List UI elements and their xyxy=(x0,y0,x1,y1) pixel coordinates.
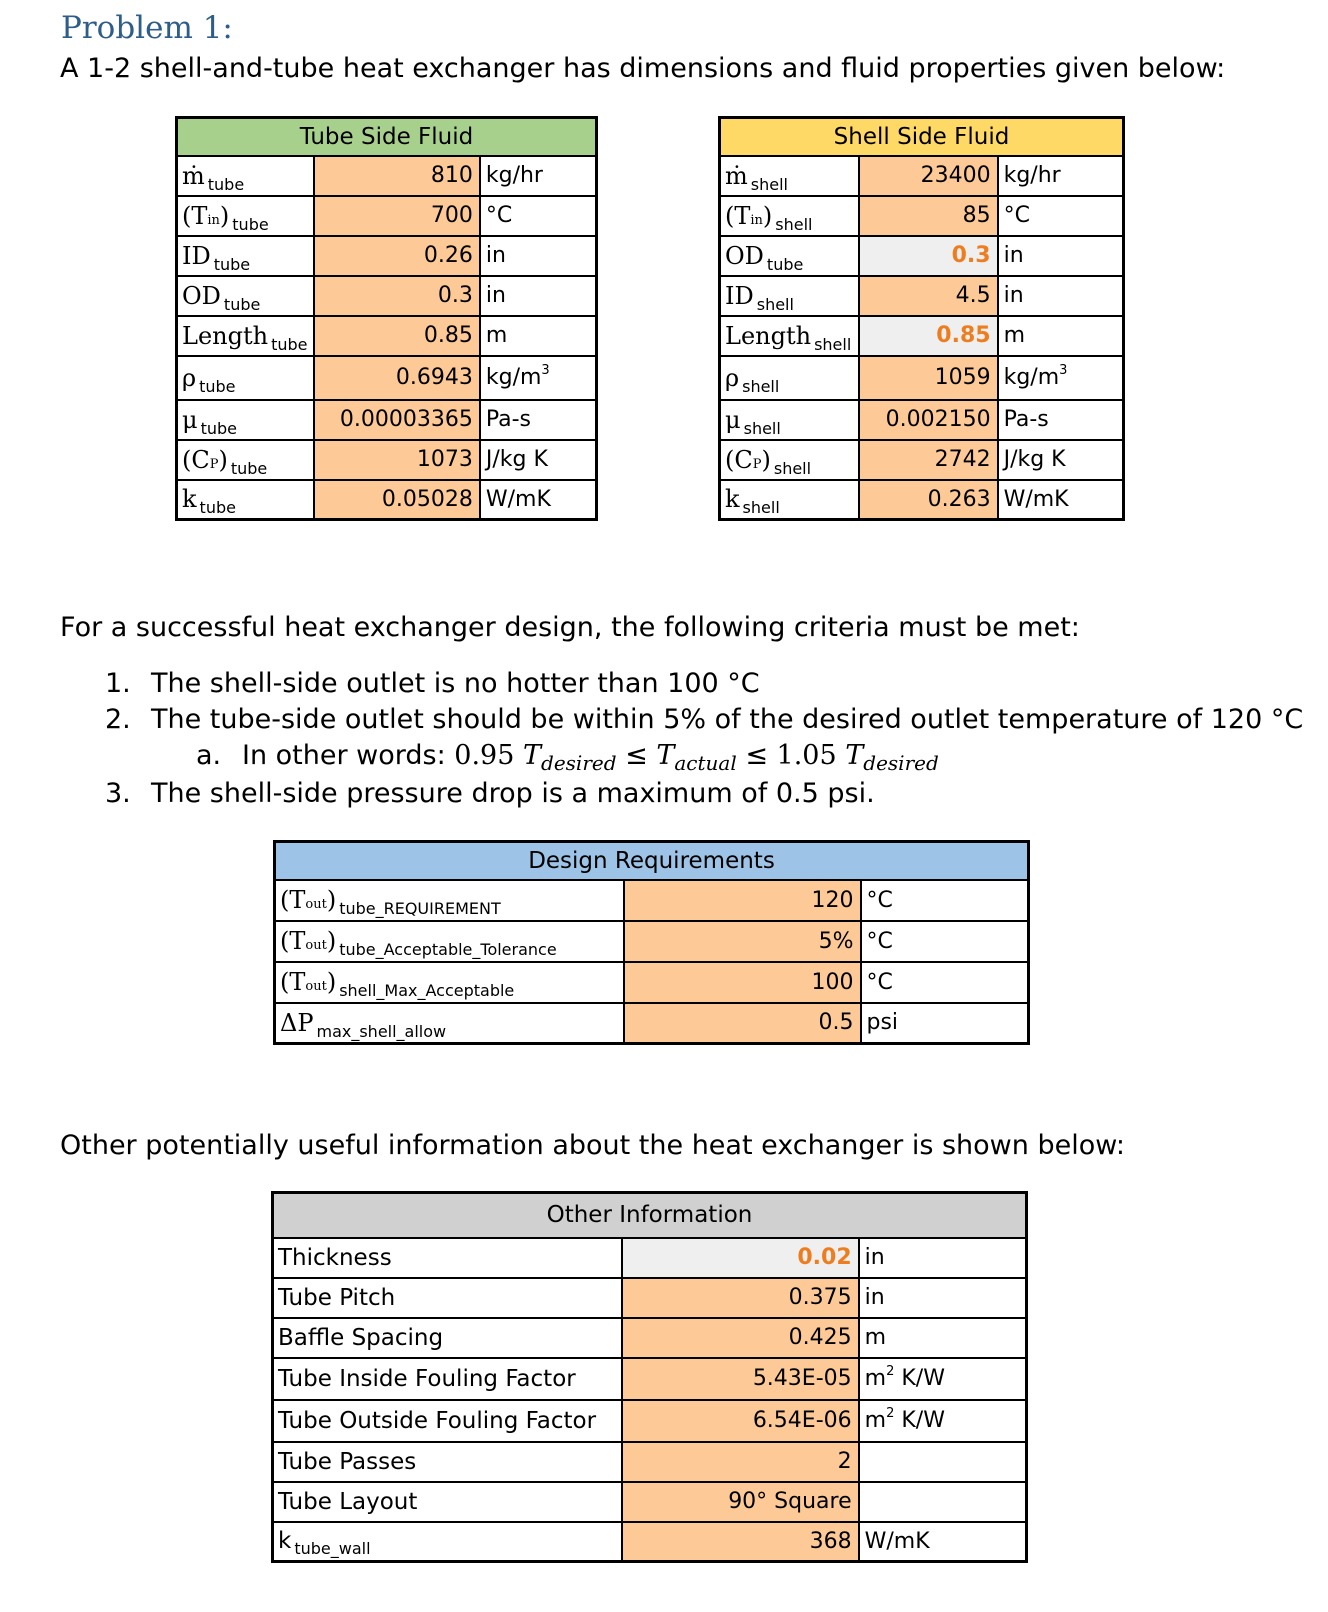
unit-cell: in xyxy=(480,276,597,316)
property-symbol: Length xyxy=(182,321,269,350)
unit-cell: m xyxy=(480,316,597,356)
criteria-num: 3. xyxy=(105,778,131,809)
unit-cell: in xyxy=(998,276,1124,316)
table-row xyxy=(720,196,1124,236)
unit-cell: in xyxy=(859,1238,1027,1278)
value-cell: 100 xyxy=(624,962,861,1003)
value-cell: 90° Square xyxy=(622,1482,858,1522)
unit-cell: W/mK xyxy=(998,480,1124,520)
value-cell: 0.3 xyxy=(314,276,479,316)
unit-cell: $kg/m^3$ xyxy=(998,356,1124,400)
unit-cell: kg/hr xyxy=(998,156,1124,196)
property-subscript: shell xyxy=(743,418,781,438)
property-subscript: shell_Max_Acceptable xyxy=(339,981,515,1000)
criteria-num: 1. xyxy=(105,668,131,699)
property-symbol: k xyxy=(725,485,740,514)
property-symbol: ID xyxy=(725,281,754,310)
criteria-num: 2. xyxy=(105,704,131,735)
table-row xyxy=(273,1400,1027,1442)
property-label xyxy=(177,400,315,440)
info-label: Tube Outside Fouling Factor xyxy=(273,1400,623,1442)
property-label xyxy=(720,196,860,236)
property-subscript: tube xyxy=(207,174,245,194)
info-label: k $_{tube\_wall}$ xyxy=(273,1522,623,1562)
info-label: Tube Inside Fouling Factor xyxy=(273,1358,623,1400)
unit-cell: °C xyxy=(998,196,1124,236)
unit-cell: J/kg K xyxy=(480,440,597,480)
unit-cell: in xyxy=(480,236,597,276)
property-symbol: μ xyxy=(725,405,741,434)
criteria-text: The shell-side outlet is no hotter than 100 °C xyxy=(151,668,760,699)
table-row xyxy=(177,480,597,520)
table-row xyxy=(275,1003,1029,1044)
unit-cell xyxy=(859,1482,1027,1522)
table-row xyxy=(720,276,1124,316)
property-label xyxy=(177,156,315,196)
other-intro: Other potentially useful information about the heat exchanger is shown below: xyxy=(60,1130,1125,1161)
info-label: Thickness xyxy=(273,1238,623,1278)
value-cell: 0.375 xyxy=(622,1278,858,1318)
table-row xyxy=(273,1238,1027,1278)
table-row xyxy=(275,880,1029,921)
criteria-text: The shell-side pressure drop is a maximum of 0.5 psi. xyxy=(151,778,875,809)
property-symbol: (Tin) xyxy=(182,201,230,230)
unit-cell: $m^2$ K/W xyxy=(859,1400,1027,1442)
property-label xyxy=(275,962,625,1003)
property-symbol: (Tout) xyxy=(280,968,337,996)
criteria-item-2 xyxy=(105,704,1303,735)
other-information-table xyxy=(271,1191,1028,1563)
property-subscript: tube xyxy=(230,458,268,478)
shell-table-header: Shell Side Fluid xyxy=(720,118,1124,156)
le-symbol: ≤ xyxy=(745,740,768,771)
value-cell: 85 xyxy=(859,196,997,236)
value-cell: 120 xyxy=(624,880,861,921)
property-subscript: shell xyxy=(742,498,780,518)
property-label xyxy=(177,356,315,400)
value-cell: 0.6943 xyxy=(314,356,479,400)
unit-cell: in xyxy=(859,1278,1027,1318)
table-row xyxy=(177,400,597,440)
property-symbol: (Tout) xyxy=(280,927,337,955)
unit-cell: J/kg K xyxy=(998,440,1124,480)
property-label xyxy=(720,276,860,316)
t-desired-sub: desired xyxy=(541,751,617,775)
unit-cell: Pa-s xyxy=(998,400,1124,440)
value-cell: 0.3 xyxy=(859,236,997,276)
table-row xyxy=(273,1318,1027,1358)
t-desired-sub: desired xyxy=(863,751,939,775)
property-label xyxy=(177,440,315,480)
property-label xyxy=(720,400,860,440)
table-row xyxy=(273,1482,1027,1522)
criteria-sub-num: a. xyxy=(196,740,222,771)
property-label xyxy=(177,316,315,356)
value-cell: 6.54E-06 xyxy=(622,1400,858,1442)
value-cell: 0.05028 xyxy=(314,480,479,520)
table-row xyxy=(273,1358,1027,1400)
property-subscript: tube xyxy=(200,418,238,438)
value-cell: 810 xyxy=(314,156,479,196)
unit-cell xyxy=(859,1442,1027,1482)
info-label: Tube Layout xyxy=(273,1482,623,1522)
property-subscript: tube xyxy=(199,498,236,518)
property-subscript: tube xyxy=(223,294,261,314)
t-symbol: T xyxy=(656,740,675,771)
value-cell: 4.5 xyxy=(859,276,997,316)
unit-cell: in xyxy=(998,236,1124,276)
value-cell: 0.85 xyxy=(314,316,479,356)
value-cell: 2 xyxy=(622,1442,858,1482)
info-label: Tube Pitch xyxy=(273,1278,623,1318)
table-row xyxy=(177,156,597,196)
criteria-intro: For a successful heat exchanger design, the following criteria must be met: xyxy=(60,612,1080,643)
criteria-text: The tube-side outlet should be within 5% of the desired outlet temperature of 120 °C xyxy=(151,704,1304,735)
unit-cell: °C xyxy=(861,921,1029,962)
property-subscript: shell xyxy=(742,376,780,396)
property-label xyxy=(177,236,315,276)
property-subscript: shell xyxy=(814,334,852,354)
table-row xyxy=(177,440,597,480)
property-subscript: tube_Acceptable_Tolerance xyxy=(339,940,557,959)
table-row xyxy=(177,236,597,276)
property-symbol: μ xyxy=(182,405,198,434)
value-cell: 5.43E-05 xyxy=(622,1358,858,1400)
table-row xyxy=(275,962,1029,1003)
property-label xyxy=(275,921,625,962)
symbol-subscript: in xyxy=(207,212,220,228)
value-cell: 0.26 xyxy=(314,236,479,276)
value-cell: 0.00003365 xyxy=(314,400,479,440)
design-table-header: Design Requirements xyxy=(275,842,1029,880)
value-cell: 700 xyxy=(314,196,479,236)
table-row xyxy=(720,400,1124,440)
criteria-sub-item xyxy=(196,740,939,775)
unit-cell: m xyxy=(859,1318,1027,1358)
property-subscript: shell xyxy=(775,214,813,234)
value-cell: 0.002150 xyxy=(859,400,997,440)
table-row xyxy=(273,1522,1027,1562)
unit-cell: °C xyxy=(861,962,1029,1003)
unit-cell: Pa-s xyxy=(480,400,597,440)
value-cell: 0.85 xyxy=(859,316,997,356)
info-label: Tube Passes xyxy=(273,1442,623,1482)
property-label xyxy=(720,316,860,356)
unit-superscript: 3 xyxy=(1059,363,1068,378)
property-symbol: (Tin) xyxy=(725,201,773,230)
criteria-item-1 xyxy=(105,668,760,699)
property-label xyxy=(720,156,860,196)
table-row xyxy=(275,921,1029,962)
other-table-header: Other Information xyxy=(273,1193,1027,1238)
property-label xyxy=(720,480,860,520)
property-symbol: ṁ xyxy=(725,161,748,190)
value-cell: 0.02 xyxy=(622,1238,858,1278)
property-symbol: ID xyxy=(182,241,211,270)
property-label xyxy=(177,276,315,316)
value-cell: 0.5 xyxy=(624,1003,861,1044)
value-cell: 23400 xyxy=(859,156,997,196)
design-requirements-table xyxy=(273,840,1030,1045)
property-subscript: tube xyxy=(271,334,308,354)
property-subscript: shell xyxy=(773,458,812,478)
property-label xyxy=(275,1003,625,1044)
property-symbol: OD xyxy=(182,281,221,310)
unit-cell: $kg/m^3$ xyxy=(480,356,597,400)
value-cell: 1059 xyxy=(859,356,997,400)
tube-table-header: Tube Side Fluid xyxy=(177,118,597,156)
t-actual-sub: actual xyxy=(674,751,737,775)
property-symbol: ṁ xyxy=(182,161,205,190)
property-symbol: (CP) xyxy=(725,445,771,474)
property-label xyxy=(275,880,625,921)
value-cell: 0.425 xyxy=(622,1318,858,1358)
property-symbol: (CP) xyxy=(182,445,228,474)
unit-cell: m xyxy=(998,316,1124,356)
value-cell: 1073 xyxy=(314,440,479,480)
property-symbol: Length xyxy=(725,321,812,350)
property-label xyxy=(177,196,315,236)
value-cell: 368 xyxy=(622,1522,858,1562)
table-row xyxy=(177,196,597,236)
label-subscript: tube_wall xyxy=(294,1539,371,1559)
property-subscript: tube xyxy=(232,214,269,234)
unit-superscript: 2 xyxy=(886,1406,895,1421)
property-label xyxy=(720,236,860,276)
table-row xyxy=(273,1278,1027,1318)
le-symbol: ≤ xyxy=(625,740,648,771)
unit-cell: W/mK xyxy=(859,1522,1027,1562)
symbol-subscript: P xyxy=(752,456,762,472)
unit-cell: psi xyxy=(861,1003,1029,1044)
t-symbol: T xyxy=(523,740,542,771)
property-symbol: ρ xyxy=(725,363,740,392)
unit-cell: $m^2$ K/W xyxy=(859,1358,1027,1400)
table-row xyxy=(720,480,1124,520)
property-subscript: shell xyxy=(750,174,788,194)
property-label xyxy=(720,356,860,400)
unit-superscript: 2 xyxy=(886,1364,895,1379)
symbol-subscript: P xyxy=(209,456,219,472)
info-label: Baffle Spacing xyxy=(273,1318,623,1358)
upper-factor: 1.05 xyxy=(776,740,837,771)
unit-cell: °C xyxy=(480,196,597,236)
table-row xyxy=(177,316,597,356)
problem-title: Problem 1: xyxy=(61,10,233,46)
criteria-sub-text: In other words: xyxy=(242,740,455,771)
property-subscript: tube xyxy=(766,254,804,274)
property-subscript: tube xyxy=(199,376,236,396)
table-row xyxy=(720,356,1124,400)
table-row xyxy=(720,156,1124,196)
t-symbol: T xyxy=(845,740,864,771)
property-symbol: k xyxy=(182,485,197,514)
property-label xyxy=(177,480,315,520)
shell-side-table xyxy=(718,116,1125,521)
property-label xyxy=(720,440,860,480)
unit-cell: °C xyxy=(861,880,1029,921)
property-symbol: ΔP xyxy=(280,1008,314,1037)
property-symbol: ρ xyxy=(182,363,197,392)
lower-factor: 0.95 xyxy=(454,740,515,771)
property-symbol: OD xyxy=(725,241,764,270)
unit-cell: kg/hr xyxy=(480,156,597,196)
unit-cell: W/mK xyxy=(480,480,597,520)
criteria-item-3 xyxy=(105,778,875,809)
intro-text: A 1-2 shell-and-tube heat exchanger has dimensions and fluid properties given below: xyxy=(60,53,1226,84)
table-row xyxy=(720,236,1124,276)
unit-superscript: 3 xyxy=(541,363,550,378)
property-subscript: max_shell_allow xyxy=(316,1021,447,1041)
property-subscript: shell xyxy=(756,294,794,314)
symbol-subscript: in xyxy=(750,212,763,228)
table-row xyxy=(177,276,597,316)
value-cell: 2742 xyxy=(859,440,997,480)
value-cell: 5% xyxy=(624,921,861,962)
symbol-subscript: out xyxy=(305,979,327,994)
property-subscript: tube_REQUIREMENT xyxy=(339,899,501,918)
property-symbol: (Tout) xyxy=(280,886,337,914)
property-subscript: tube xyxy=(213,254,251,274)
table-row xyxy=(720,440,1124,480)
table-row xyxy=(273,1442,1027,1482)
symbol-subscript: out xyxy=(305,897,327,912)
table-row xyxy=(177,356,597,400)
table-row xyxy=(720,316,1124,356)
symbol-subscript: out xyxy=(305,938,327,953)
tube-side-table xyxy=(175,116,598,521)
value-cell: 0.263 xyxy=(859,480,997,520)
